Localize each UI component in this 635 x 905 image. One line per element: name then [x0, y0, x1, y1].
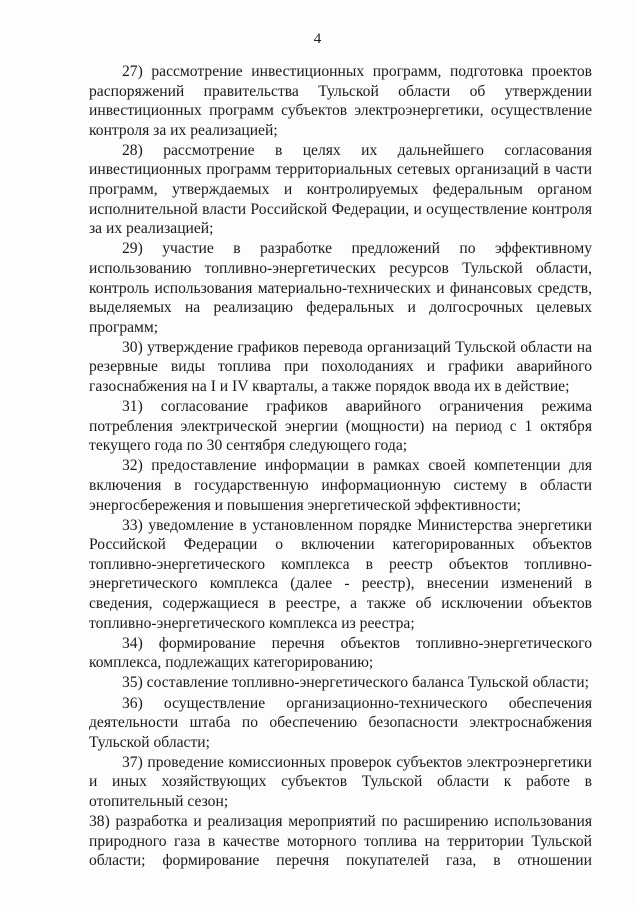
paragraph-30: 30) утверждение графиков перевода организаций Тульской области на резервные виды топлива при похолоданиях и графики аварийного газоснабжения на I и IV кварталы, а также порядок ввода их в действие;	[89, 338, 592, 395]
paragraph-37: 37) проведение комиссионных проверок субъектов электроэнергетики и иных хозяйствующих субъектов Тульской области к работе в отопительный сезон;	[89, 753, 592, 810]
page-number: 4	[313, 31, 322, 47]
paragraph-38: 38) разработка и реализация мероприятий по расширению использования природного газа в качестве моторного топлива на территории Тульской области; формирование перечня покупателей газа, в отношении	[89, 813, 592, 870]
paragraph-33: 33) уведомление в установленном порядке Министерства энергетики Российской Федерации о включении категорированных объектов топливно-энергетического комплекса в реестр объектов топливно-энергетического комплекса (далее - реестр), внесении изменений в сведения, содержащиеся в реестре, а также об исключении объектов топливно-энергетического комплекса из реестра;	[89, 516, 592, 632]
paragraph-31: 31) согласование графиков аварийного ограничения режима потребления электрической энергии (мощности) на период с 1 октября текущего года по 30 сентября следующего года;	[89, 398, 592, 455]
paragraph-32: 32) предоставление информации в рамках своей компетенции для включения в государственную информационную систему в области энергосбережения и повышения энергетической эффективности;	[89, 457, 592, 514]
paragraph-36: 36) осуществление организационно-технического обеспечения деятельности штаба по обеспечению безопасности электроснабжения Тульской области;	[89, 694, 592, 751]
paragraph-28: 28) рассмотрение в целях их дальнейшего согласования инвестиционных программ территориальных сетевых организаций в части программ, утверждаемых и контролируемых федеральным органом исполнительной власти Российской Федерации, и осуществление контроля за их реализацией;	[89, 141, 592, 238]
paragraph-34: 34) формирование перечня объектов топливно-энергетического комплекса, подлежащих категорированию;	[89, 634, 592, 672]
paragraph-35: 35) составление топливно-энергетического баланса Тульской области;	[122, 674, 589, 692]
paragraph-27: 27) рассмотрение инвестиционных программ, подготовка проектов распоряжений правительства Тульской области об утверждении инвестиционных программ субъектов электроэнергетики, осуществление контроля за их реализацией;	[89, 63, 592, 139]
paragraph-29: 29) участие в разработке предложений по эффективному использованию топливно-энергетических ресурсов Тульской области, контроль использования материально-технических и финансовых средств, выделяемых на реализацию федеральных и долгосрочных целевых программ;	[89, 240, 592, 336]
document-body	[89, 62, 592, 871]
